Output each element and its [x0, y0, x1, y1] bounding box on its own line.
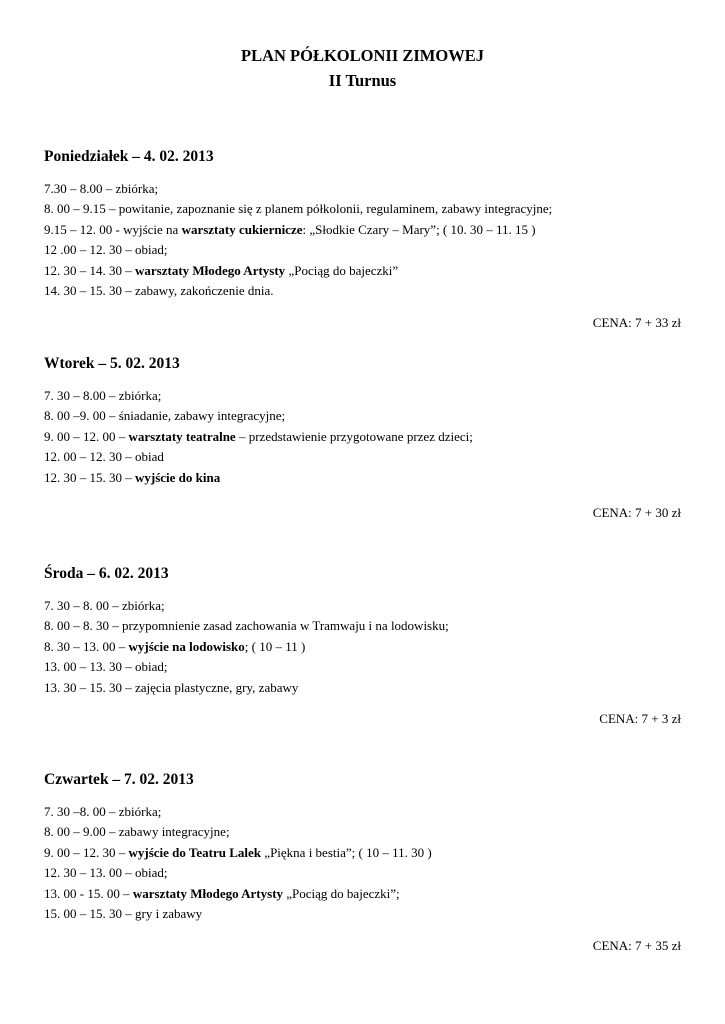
day-section-monday — [44, 147, 684, 301]
schedule-line: 8. 30 – 13. 00 – wyjście na lodowisko; ( 10 – 11 ) — [44, 638, 306, 654]
price-label: CENA: 7 + 33 zł — [592, 315, 681, 330]
schedule-line: 9.15 – 12. 00 - wyjście na warsztaty cukiernicze: „Słodkie Czary – Mary”; ( 10. 30 – 11. 15 ) — [44, 221, 536, 237]
price-label: CENA: 7 + 3 zł — [599, 711, 681, 726]
price-label: CENA: 7 + 35 zł — [592, 938, 681, 953]
page-subtitle: II Turnus — [328, 71, 397, 90]
schedule-line: 8. 00 – 9.15 – powitanie, zapoznanie się z planem półkolonii, regulaminem, zabawy integracyjne; — [44, 201, 553, 217]
schedule-line: 8. 00 – 8. 30 – przypomnienie zasad zachowania w Tramwaju i na lodowisku; — [44, 618, 449, 634]
schedule-line: 13. 30 – 15. 30 – zajęcia plastyczne, gry, zabawy — [44, 679, 299, 695]
schedule-line: 13. 00 - 15. 00 – warsztaty Młodego Artysty „Pociąg do bajeczki”; — [44, 885, 400, 901]
day-section-wednesday — [44, 564, 684, 698]
schedule-line: 7. 30 – 8.00 – zbiórka; — [44, 388, 162, 403]
schedule-line: 7.30 – 8.00 – zbiórka; — [44, 181, 159, 196]
price-label: CENA: 7 + 30 zł — [592, 505, 681, 520]
day-section-thursday — [44, 770, 684, 924]
day-title: Środa – 6. 02. 2013 — [44, 565, 169, 582]
day-title: Poniedziałek – 4. 02. 2013 — [44, 148, 214, 165]
schedule-line: 12. 30 – 14. 30 – warsztaty Młodego Artysty „Pociąg do bajeczki” — [44, 262, 399, 278]
schedule-line: 8. 00 – 9.00 – zabawy integracyjne; — [44, 824, 230, 840]
day-section-tuesday — [44, 354, 684, 488]
schedule-line: 8. 00 –9. 00 – śniadanie, zabawy integracyjne; — [44, 408, 286, 424]
day-title: Wtorek – 5. 02. 2013 — [44, 355, 180, 372]
schedule-line: 12. 00 – 12. 30 – obiad — [44, 449, 164, 465]
schedule-line: 14. 30 – 15. 30 – zabawy, zakończenie dnia. — [44, 283, 274, 299]
schedule-line: 12. 30 – 15. 30 – wyjście do kina — [44, 469, 221, 485]
schedule-line: 15. 00 – 15. 30 – gry i zabawy — [44, 906, 203, 922]
schedule-line: 13. 00 – 13. 30 – obiad; — [44, 659, 168, 675]
day-title: Czwartek – 7. 02. 2013 — [44, 771, 194, 788]
schedule-line: 9. 00 – 12. 30 – wyjście do Teatru Lalek „Piękna i bestia”; ( 10 – 11. 30 ) — [44, 844, 432, 860]
schedule-line: 12 .00 – 12. 30 – obiad; — [44, 242, 168, 258]
page-title: PLAN PÓŁKOLONII ZIMOWEJ — [241, 46, 484, 65]
schedule-line: 7. 30 –8. 00 – zbiórka; — [44, 804, 162, 819]
schedule-line: 7. 30 – 8. 00 – zbiórka; — [44, 598, 165, 613]
schedule-line: 9. 00 – 12. 00 – warsztaty teatralne – przedstawienie przygotowane przez dzieci; — [44, 428, 473, 444]
schedule-line: 12. 30 – 13. 00 – obiad; — [44, 865, 168, 881]
